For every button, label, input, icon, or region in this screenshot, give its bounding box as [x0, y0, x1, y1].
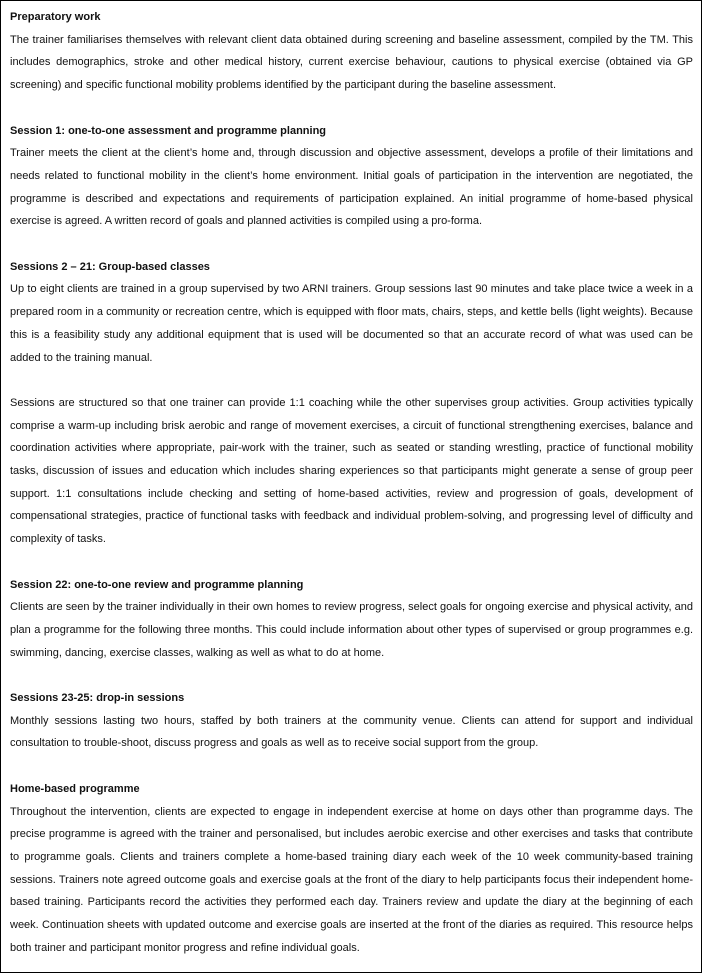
section-heading: Sessions 2 – 21: Group-based classes — [10, 260, 210, 273]
section-home-based-programme — [10, 778, 693, 960]
section-paragraph: Monthly sessions lasting two hours, staffed by both trainers at the community venue. Clients can attend for support and individual consultation to trouble-shoot, discuss progress and goals as well as to receive social support from the group. — [10, 714, 693, 750]
section-sessions-23-25 — [10, 687, 693, 755]
document-content — [1, 1, 701, 959]
section-session-22 — [10, 574, 693, 665]
section-paragraph: Trainer meets the client at the client’s home and, through discussion and objective assessment, develops a profile of their limitations and needs related to functional mobility in the client’s home environment. Initial goals of participation in the intervention are negotiated, the programme is described and expectations and requirements of participation explained. An initial programme of home-based physical exercise is agreed. A written record of goals and planned activities is compiled using a pro-forma. — [10, 147, 693, 228]
section-session-1 — [10, 120, 693, 234]
section-heading: Preparatory work — [10, 11, 101, 23]
section-heading: Sessions 23-25: drop-in sessions — [10, 692, 185, 705]
section-sessions-2-21 — [10, 256, 693, 551]
section-heading: Home-based programme — [10, 782, 140, 795]
section-paragraph: Clients are seen by the trainer individually in their own homes to review progress, select goals for ongoing exercise and physical activity, and plan a programme for the following three months. This could include information about other types of supervised or group programmes e.g. swimming, dancing, exercise classes, walking as well as what to do at home. — [10, 601, 693, 659]
section-paragraph: Throughout the intervention, clients are expected to engage in independent exercise at home on days other than programme days. The precise programme is agreed with the trainer and personalised, but includes aerobic exercise and other exercises and tasks that contribute to programme goals. Clients and trainers complete a home-based training diary each week of the 10 week community-based training sessions. Trainers note agreed outcome goals and exercise goals at the front of the diary to help participants focus their independent home-based training. Participants record the activities they performed each day. Trainers review and update the diary at the beginning of each week. Continuation sheets with updated outcome and exercise goals are inserted at the front of the diaries as required. This resource helps both trainer and participant monitor progress and refine individual goals. — [10, 805, 693, 954]
section-preparatory-work — [10, 6, 693, 97]
section-heading: Session 1: one-to-one assessment and programme planning — [10, 124, 327, 137]
section-paragraph: Up to eight clients are trained in a group supervised by two ARNI trainers. Group sessions last 90 minutes and take place twice a week in a prepared room in a community or recreation centre, which is equipped with floor mats, chairs, steps, and kettle bells (light weights). Because this is a feasibility study any additional equipment that is used will be documented so that an accurate record of what was used can be added to the training manual. — [10, 283, 693, 364]
section-paragraph: Sessions are structured so that one trainer can provide 1:1 coaching while the other supervises group activities. Group activities typically comprise a warm-up including brisk aerobic and range of movement exercises, a circuit of functional strengthening exercises, balance and coordination activities where appropriate, pair-work with the trainer, such as seated or standing wrestling, practice of functional mobility tasks, discussion of issues and education which includes sharing experiences so that participants might generate a sense of group peer support. 1:1 consultations include checking and setting of home-based activities, review and progression of goals, development of compensational strategies, practice of functional tasks with feedback and individual problem-solving, and progressing level of difficulty and complexity of tasks. — [10, 396, 693, 546]
section-heading: Session 22: one-to-one review and programme planning — [10, 578, 304, 591]
section-paragraph: The trainer familiarises themselves with relevant client data obtained during screening and baseline assessment, compiled by the TM. This includes demographics, stroke and other medical history, current exercise behaviour, cautions to physical exercise (obtained via GP screening) and specific functional mobility problems identified by the participant during the baseline assessment. — [10, 33, 693, 92]
